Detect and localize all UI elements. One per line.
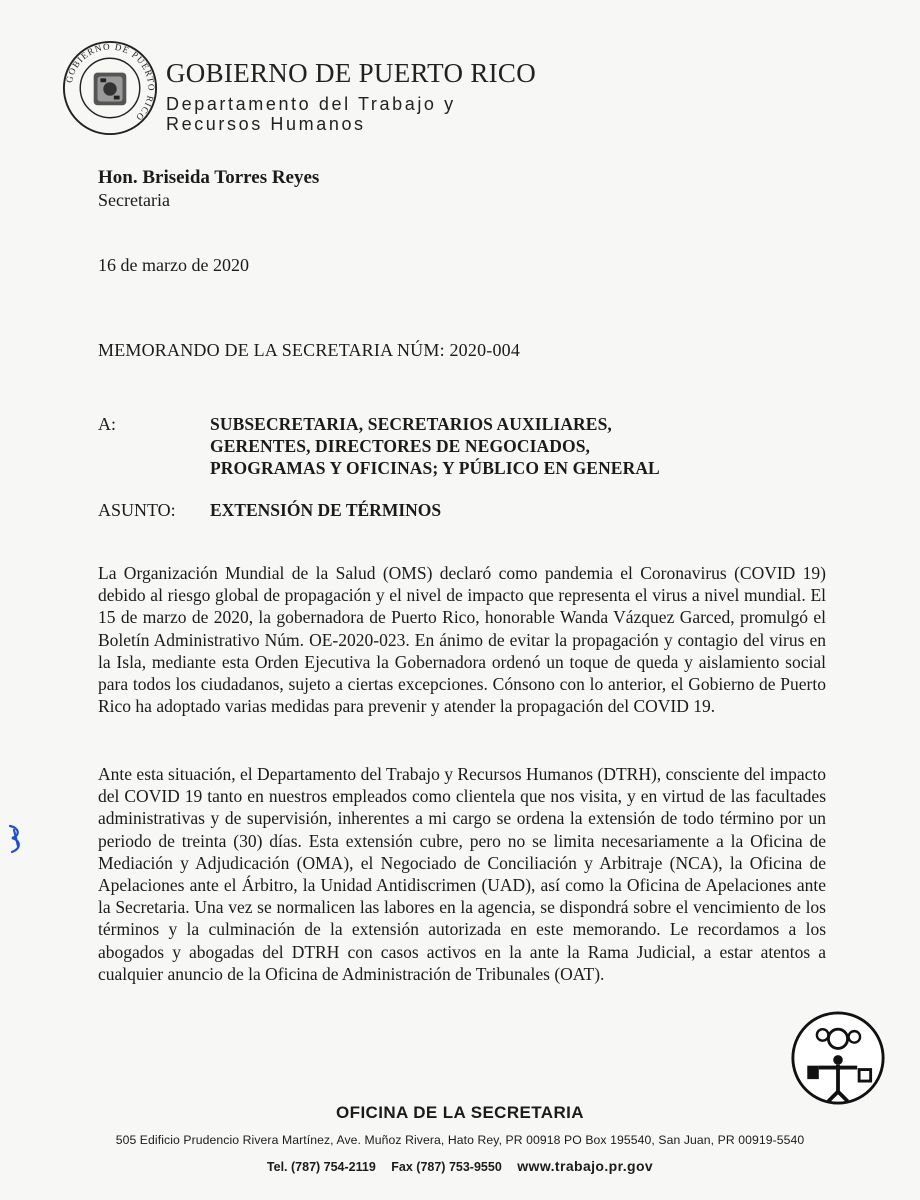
office-name: OFICINA DE LA SECRETARIA bbox=[336, 1103, 584, 1122]
dtrh-emblem-icon bbox=[790, 1010, 886, 1106]
handwritten-initials-icon bbox=[6, 820, 26, 860]
memo-date: 16 de marzo de 2020 bbox=[98, 255, 249, 275]
recipients-line: GERENTES, DIRECTORES DE NEGOCIADOS, bbox=[210, 436, 591, 456]
fax-number: Fax (787) 753-9550 bbox=[391, 1160, 502, 1174]
office-address: 505 Edificio Prudencio Rivera Martínez, Ave. Muñoz Rivera, Hato Rey, PR 00918 PO Box 195540, San Juan, PR 00919-5540 bbox=[115, 1133, 805, 1147]
department-name-line2: Recursos Humanos bbox=[166, 114, 366, 134]
phone-number: Tel. (787) 754-2119 bbox=[266, 1160, 376, 1174]
contact-line bbox=[0, 1158, 920, 1174]
website-link[interactable]: www.trabajo.pr.gov bbox=[517, 1158, 654, 1174]
department-name-line1: Departamento del Trabajo y bbox=[166, 94, 456, 114]
recipients-line: PROGRAMAS Y OFICINAS; Y PÚBLICO EN GENERAL bbox=[210, 458, 660, 478]
puerto-rico-seal-icon bbox=[62, 40, 158, 136]
sender-title: Secretaria bbox=[98, 190, 170, 210]
government-title: GOBIERNO DE PUERTO RICO bbox=[166, 58, 537, 88]
recipients-label: A: bbox=[98, 414, 116, 434]
subject-label: ASUNTO: bbox=[98, 500, 176, 520]
memo-number: MEMORANDO DE LA SECRETARIA NÚM: 2020-004 bbox=[98, 340, 521, 360]
body-paragraph: La Organización Mundial de la Salud (OMS) declaró como pandemia el Coronavirus (COVID 19) debido al riesgo global de propagación y el nivel de impacto que representa el virus a nivel mundial. El 15 de marzo de 2020, la gobernadora de Puerto Rico, honorable Wanda Vázquez Garced, promulgó el Boletín Administrativo Núm. OE-2020-023. En ánimo de evitar la propagación y contagio del virus en la Isla, mediante esta Orden Ejecutiva la Gobernadora ordenó un toque de queda y aislamiento social para todos los ciudadanos, sujeto a ciertas excepciones. Cónsono con lo anterior, el Gobierno de Puerto Rico ha adoptado varias medidas para prevenir y atender la propagación del COVID 19. bbox=[98, 563, 826, 717]
seal-text: GOBIERNO DE PUERTO RICO bbox=[63, 41, 157, 124]
recipients-line: SUBSECRETARIA, SECRETARIOS AUXILIARES, bbox=[210, 414, 612, 434]
body-paragraph: Ante esta situación, el Departamento del Trabajo y Recursos Humanos (DTRH), consciente del impacto del COVID 19 tanto en nuestros empleados como clientela que nos visita, y en virtud de las facultades administrativas y de supervisión, inherentes a mi cargo se ordena la extensión de todo término por un periodo de treinta (30) días. Esta extensión cubre, pero no se limita necesariamente a la Oficina de Mediación y Adjudicación (OMA), el Negociado de Conciliación y Arbitraje (NCA), la Oficina de Apelaciones ante el Árbitro, la Unidad Antidiscrimen (UAD), así como la Oficina de Apelaciones ante la Secretaria. Una vez se normalicen las labores en la agencia, se dispondrá sobre el vencimiento de los términos y la culminación de la extensión autorizada en este memorando. Le recordamos a los abogados y abogadas del DTRH con casos activos en la ante la Rama Judicial, a estar atentos a cualquier anuncio de la Oficina de Administración de Tribunales (OAT). bbox=[98, 764, 826, 984]
sender-name: Hon. Briseida Torres Reyes bbox=[98, 167, 320, 188]
subject-value: EXTENSIÓN DE TÉRMINOS bbox=[210, 500, 442, 520]
